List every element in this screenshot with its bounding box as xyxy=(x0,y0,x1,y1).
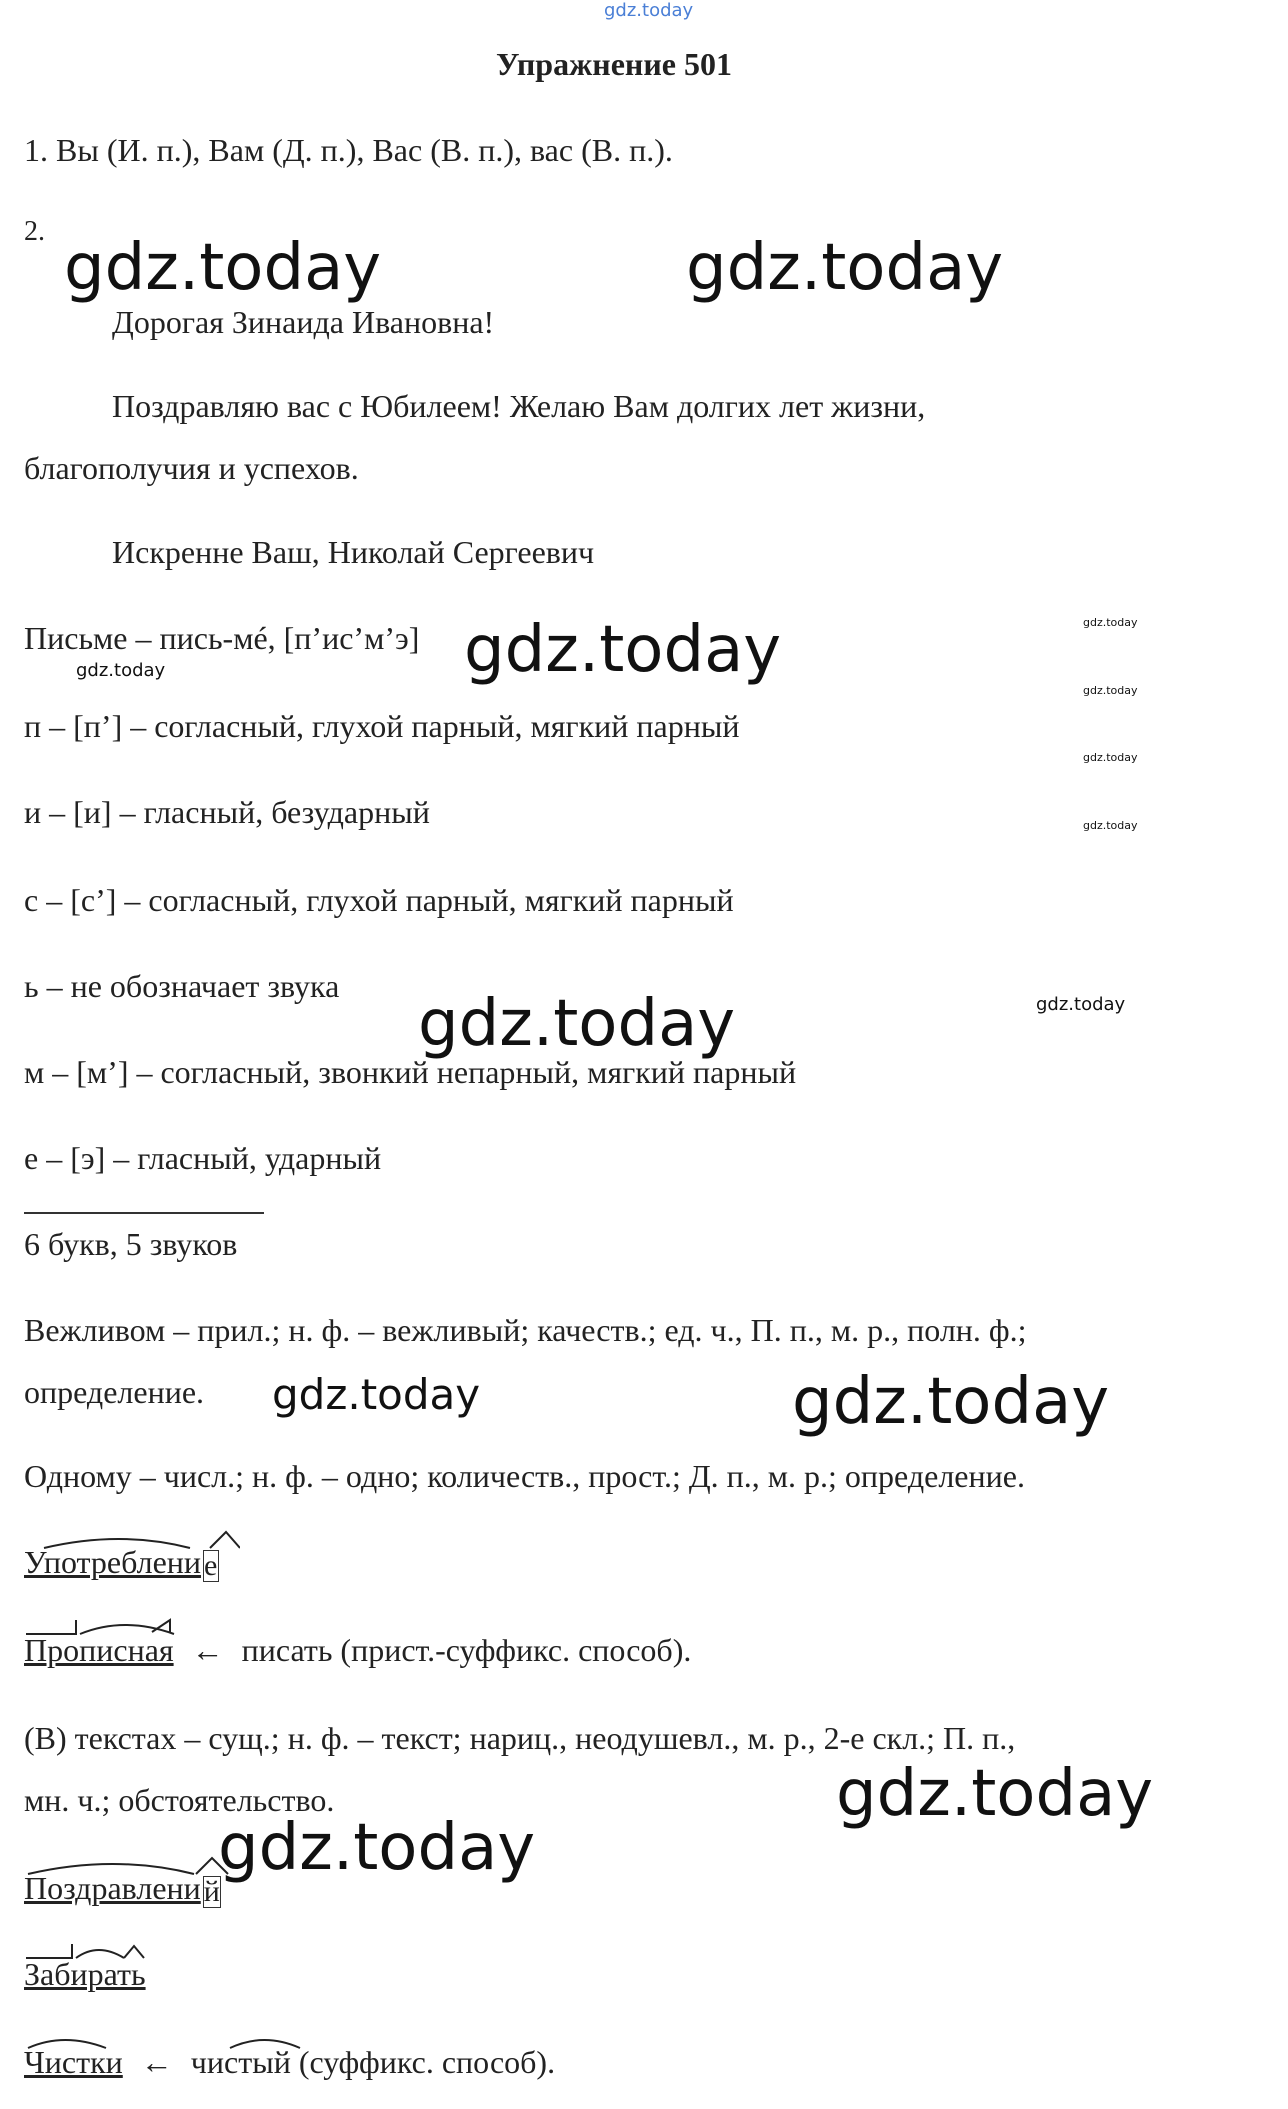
morph-vezhlivom-line-1: Вежливом – прил.; н. ф. – вежливый; качеств.; ед. ч., П. п., м. р., полн. ф.; xyxy=(24,1312,1027,1348)
ending-box xyxy=(203,1876,221,1908)
morph-odnomu: Одному – числ.; н. ф. – одно; количеств., прост.; Д. п., м. р.; определение. xyxy=(24,1458,1025,1494)
phonetic-row: е – [э] – гласный, ударный xyxy=(24,1140,382,1176)
ending-letter: е xyxy=(204,1548,218,1582)
watermark: gdz.today xyxy=(1083,751,1138,764)
morph-chistki xyxy=(24,2046,555,2078)
word-stem: Употреблени xyxy=(24,1544,202,1580)
phonetic-row: с – [с’] – согласный, глухой парный, мягкий парный xyxy=(24,882,734,918)
item-1: 1. Вы (И. п.), Вам (Д. п.), Вас (В. п.), вас (В. п.). xyxy=(24,132,673,168)
morph-propisnaya xyxy=(24,1634,691,1666)
watermark: gdz.today xyxy=(1036,994,1126,1015)
arrow-left-icon: ← xyxy=(191,1632,224,1668)
watermark: gdz.today xyxy=(218,1811,536,1885)
phonetic-header: Письме – пись-мé, [п’ис’м’э] xyxy=(24,620,420,656)
morph-tekstah-line-2: мн. ч.; обстоятельство. xyxy=(24,1782,335,1818)
ending-letter: й xyxy=(203,1874,220,1908)
letter-body-line-1: Поздравляю вас с Юбилеем! Желаю Вам долгих лет жизни, xyxy=(112,388,926,424)
ending-box xyxy=(203,1550,219,1582)
letter-greeting: Дорогая Зинаида Ивановна! xyxy=(112,304,495,340)
watermark: gdz.today xyxy=(792,1365,1110,1439)
watermark: gdz.today xyxy=(1083,684,1138,697)
watermark: gdz.today xyxy=(272,1370,481,1419)
watermark: gdz.today xyxy=(1083,819,1138,832)
watermark: gdz.today xyxy=(64,231,382,305)
morph-tekstah-line-1: (В) текстах – сущ.; н. ф. – текст; нариц., неодушевл., м. р., 2-е скл.; П. п., xyxy=(24,1720,1016,1756)
watermark: gdz.today xyxy=(836,1757,1154,1831)
morph-vezhlivom-line-2: определение. xyxy=(24,1374,205,1410)
arrow-left-icon: ← xyxy=(140,2044,173,2080)
watermark: gdz.today xyxy=(418,987,736,1061)
phonetic-row: м – [м’] – согласный, звонкий непарный, мягкий парный xyxy=(24,1054,797,1090)
watermark: gdz.today xyxy=(464,613,782,687)
word: Прописная xyxy=(24,1632,174,1668)
phonetic-row: п – [п’] – согласный, глухой парный, мягкий парный xyxy=(24,708,740,744)
letter-signature: Искренне Ваш, Николай Сергеевич xyxy=(112,534,595,570)
watermark-top: gdz.today xyxy=(604,0,694,21)
watermark: gdz.today xyxy=(76,660,166,681)
morph-pozdravleniy xyxy=(24,1872,221,1908)
item-2-label: 2. xyxy=(24,216,45,247)
word: Забирать xyxy=(24,1956,146,1992)
word: Чистки xyxy=(24,2044,123,2080)
derivation: чистый (суффикс. способ). xyxy=(190,2044,556,2080)
watermark: gdz.today xyxy=(686,231,1004,305)
word-stem: Поздравлени xyxy=(24,1870,201,1906)
summary-divider xyxy=(24,1212,264,1214)
phonetic-row: и – [и] – гласный, безударный xyxy=(24,794,430,830)
watermark: gdz.today xyxy=(1083,616,1138,629)
letter-body-line-2: благополучия и успехов. xyxy=(24,450,359,486)
morph-zabirat xyxy=(24,1958,146,1990)
phonetic-row: ь – не обозначает звука xyxy=(24,968,340,1004)
phonetic-summary: 6 букв, 5 звуков xyxy=(24,1226,238,1262)
page-title: Упражнение 501 xyxy=(495,46,732,82)
derivation: писать (прист.-суффикс. способ). xyxy=(241,1632,692,1668)
morph-upotreblenie xyxy=(24,1546,219,1582)
